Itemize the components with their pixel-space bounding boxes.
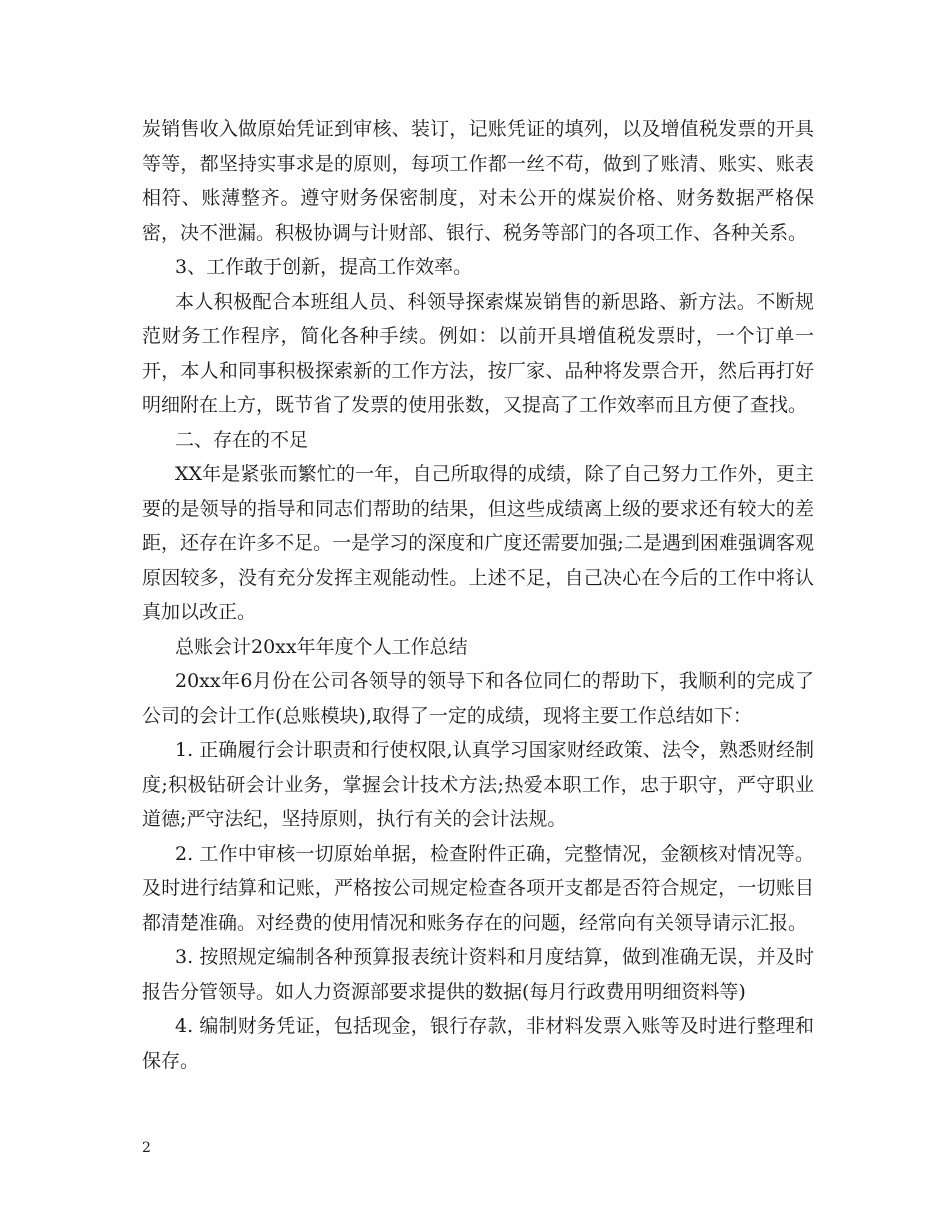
list-item-3: 3. 按照规定编制各种预算报表统计资料和月度结算，做到准确无误，并及时报告分管领导。如人力资源部要求提供的数据(每月行政费用明细资料等) [142,946,814,1003]
paragraph-7: 20xx年6月份在公司各领导的领导下和各位同仁的帮助下，我顺利的完成了公司的会计工作(总账模块),取得了一定的成绩，现将主要工作总结如下： [142,670,814,727]
list-item-2: 2. 工作中审核一切原始单据，检查附件正确，完整情况，金额核对情况等。及时进行结算和记账，严格按公司规定检查各项开支都是否符合规定，一切账目都清楚准确。对经费的使用情况和账务存在的问题，经常向有关领导请示汇报。 [142,842,814,934]
section-heading-annual-summary: 总账会计20xx年年度个人工作总结 [175,635,468,658]
paragraph-2: 3、工作敢于创新，提高工作效率。 [175,256,473,278]
section-heading-shortcomings: 二、存在的不足 [175,428,309,451]
page-number: 2 [142,1140,151,1156]
document-body [142,112,814,1078]
list-item-1: 1. 正确履行会计职责和行使权限,认真学习国家财经政策、法令，熟悉财经制度;积极钻研会计业务，掌握会计技术方法;热爱本职工作，忠于职守，严守职业道德;严守法纪，坚持原则，执行有关的会计法规。 [142,739,814,830]
paragraph-3: 本人积极配合本班组人员、科领导探索煤炭销售的新思路、新方法。不断规范财务工作程序，简化各种手续。例如：以前开具增值税发票时，一个订单一开，本人和同事积极探索新的工作方法，按厂家、品种将发票合开，然后再打好明细附在上方，既节省了发票的使用张数，又提高了工作效率而且方便了查找。 [142,290,814,416]
paragraph-5: XX年是紧张而繁忙的一年，自己所取得的成绩，除了自己努力工作外，更主要的是领导的指导和同志们帮助的结果，但这些成绩离上级的要求还有较大的差距，还存在许多不足。一是学习的深度和广度还需要加强;二是遇到困难强调客观原因较多，没有充分发挥主观能动性。上述不足，自己决心在今后的工作中将认真加以改正。 [142,463,814,623]
list-item-4: 4. 编制财务凭证，包括现金，银行存款，非材料发票入账等及时进行整理和保存。 [142,1015,814,1072]
paragraph-1: 炭销售收入做原始凭证到审核、装订，记账凭证的填列，以及增值税发票的开具等等，都坚持实事求是的原则，每项工作都一丝不苟，做到了账清、账实、账表相符、账薄整齐。遵守财务保密制度，对未公开的煤炭价格、财务数据严格保密，决不泄漏。积极协调与计财部、银行、税务等部门的各项工作、各种关系。 [142,118,814,244]
